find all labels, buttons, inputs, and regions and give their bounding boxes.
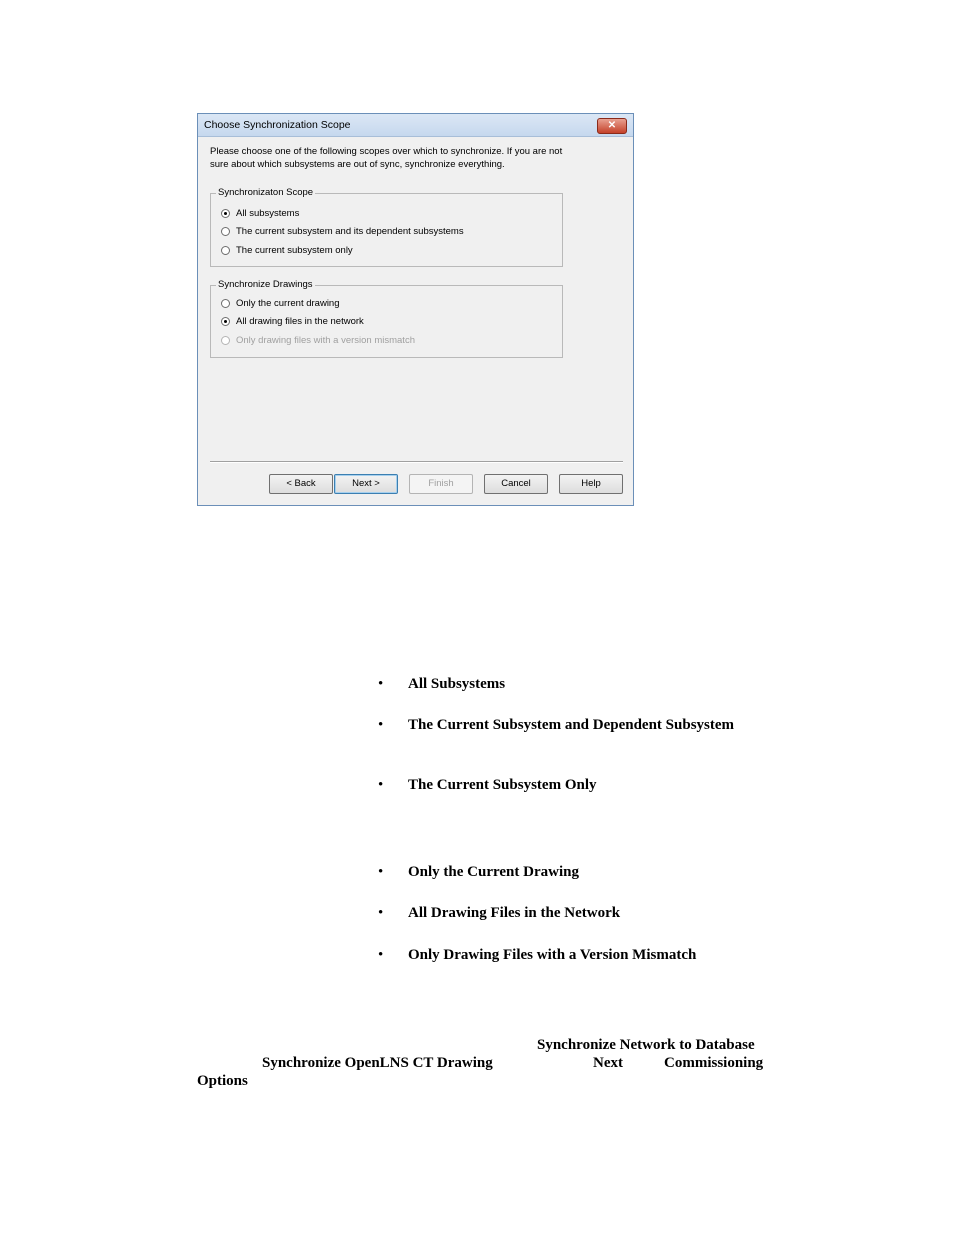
scope-option-label: The current subsystem only xyxy=(236,245,353,256)
term-sync-network: Synchronize Network to Database xyxy=(537,1037,755,1053)
list-item xyxy=(378,864,579,881)
drawings-option-label: Only the current drawing xyxy=(236,298,340,309)
dialog-title: Choose Synchronization Scope xyxy=(204,119,351,131)
dialog-intro-text: Please choose one of the following scopes over which to synchronize. If you are not sure about which subsystems are out of sync, synchronize everything. xyxy=(210,146,563,170)
scope-option-all-subsystems[interactable] xyxy=(221,208,299,219)
button-separator xyxy=(210,461,623,463)
scope-option-label: The current subsystem and its dependent subsystems xyxy=(236,226,464,237)
bullet-text: All Subsystems xyxy=(408,676,506,692)
synchronize-drawings-group xyxy=(210,279,563,358)
term-sync-drawing: Synchronize OpenLNS CT Drawing xyxy=(262,1055,493,1071)
bullet-text: The Current Subsystem and Dependent Subsystem xyxy=(408,717,735,733)
back-button[interactable]: < Back xyxy=(269,474,333,494)
scope-option-current-only[interactable] xyxy=(221,245,353,256)
drawings-option-version-mismatch xyxy=(221,335,415,346)
bullet-icon: • xyxy=(378,676,384,692)
bullet-text: All Drawing Files in the Network xyxy=(408,905,621,921)
term-next: Next xyxy=(593,1055,623,1071)
radio-unchecked-icon[interactable] xyxy=(221,246,230,255)
close-icon[interactable]: ✕ xyxy=(597,118,627,134)
next-button[interactable]: Next > xyxy=(334,474,398,494)
bullet-icon: • xyxy=(378,905,384,921)
bullet-text: The Current Subsystem Only xyxy=(408,777,597,793)
term-options: Options xyxy=(197,1073,248,1089)
bullet-text: Only the Current Drawing xyxy=(408,864,579,880)
radio-checked-icon[interactable] xyxy=(221,209,230,218)
radio-unchecked-icon[interactable] xyxy=(221,299,230,308)
list-item xyxy=(378,777,597,794)
scope-option-label: All subsystems xyxy=(236,208,300,219)
drawings-option-current-drawing[interactable] xyxy=(221,298,340,309)
term-commissioning: Commissioning xyxy=(664,1055,764,1071)
finish-button: Finish xyxy=(409,474,473,494)
cancel-button[interactable]: Cancel xyxy=(484,474,548,494)
bullet-text: Only Drawing Files with a Version Mismatch xyxy=(408,947,697,963)
drawings-option-label: All drawing files in the network xyxy=(236,316,364,327)
bullet-icon: • xyxy=(378,717,384,733)
drawings-option-all-files[interactable] xyxy=(221,316,364,327)
bullet-icon: • xyxy=(378,777,384,793)
bullet-icon: • xyxy=(378,864,384,880)
radio-checked-icon[interactable] xyxy=(221,317,230,326)
list-item xyxy=(378,947,696,964)
help-button[interactable]: Help xyxy=(559,474,623,494)
list-item xyxy=(378,905,620,922)
dialog-titlebar xyxy=(198,114,633,137)
list-item xyxy=(378,717,734,734)
radio-disabled-icon xyxy=(221,336,230,345)
scope-group-legend: Synchronizaton Scope xyxy=(218,187,314,198)
bullet-icon: • xyxy=(378,947,384,963)
synchronization-scope-group xyxy=(210,187,563,267)
list-item xyxy=(378,676,505,693)
drawings-option-label: Only drawing files with a version mismatch xyxy=(236,335,415,346)
drawings-group-legend: Synchronize Drawings xyxy=(218,279,313,290)
synchronization-scope-dialog xyxy=(197,113,634,506)
scope-option-current-and-dependent[interactable] xyxy=(221,226,464,237)
radio-unchecked-icon[interactable] xyxy=(221,227,230,236)
